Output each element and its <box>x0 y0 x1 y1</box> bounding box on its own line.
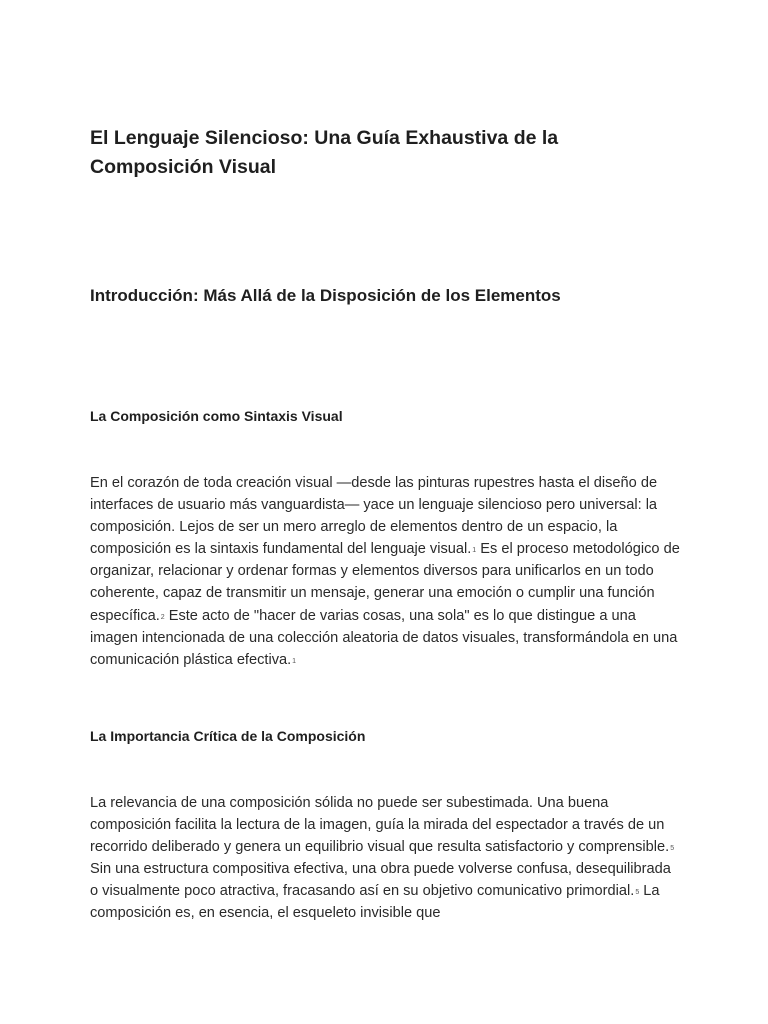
paragraph-text: La relevancia de una composición sólida no puede ser subestimada. Una buena composición facilita la lectura de la imagen, guía la mirada del espectador a través de un recorrido deliberado y genera un equilibrio visual que resulta satisfactorio y comprensible. <box>90 795 670 856</box>
footnote-ref[interactable]: 5 <box>635 889 640 897</box>
subsection-heading-syntax: La Composición como Sintaxis Visual <box>90 408 343 424</box>
footnote-ref[interactable]: 1 <box>472 547 477 555</box>
paragraph-text: Sin una estructura compositiva efectiva, una obra puede volverse confusa, desequilibrada o visualmente poco atractiva, fracasando así en su objetivo comunicativo primordial. <box>90 861 671 900</box>
paragraph-text: Es el proceso metodológico de organizar, relacionar y ordenar formas y elementos diversos para unificarlos en un todo coherente, capaz de transmitir un mensaje, generar una emoción o cumplir una función específica. <box>90 541 680 624</box>
footnote-ref[interactable]: 1 <box>292 657 297 665</box>
paragraph-syntax <box>90 472 680 671</box>
paragraph-text: La composición es, en esencia, el esqueleto invisible que <box>90 883 660 922</box>
paragraph-importance <box>90 792 680 925</box>
paragraph-text: Este acto de "hacer de varias cosas, una sola" es lo que distingue a una imagen intencionada de una colección aleatoria de datos visuales, transformándola en una comunicación plástica efectiva. <box>90 607 678 668</box>
paragraph-text: En el corazón de toda creación visual —desde las pinturas rupestres hasta el diseño de interfaces de usuario más vanguardista— yace un lenguaje silencioso pero universal: la composición. Lejos de ser un mero arreglo de elementos dentro de un espacio, la composición es la sintaxis fundamental del lenguaje visual. <box>90 475 658 558</box>
document-title: El Lenguaje Silencioso: Una Guía Exhaustiva de la Composición Visual <box>90 127 559 178</box>
footnote-ref[interactable]: 5 <box>670 845 675 853</box>
section-heading-introduction: Introducción: Más Allá de la Disposición de los Elementos <box>90 286 561 305</box>
footnote-ref[interactable]: 2 <box>160 613 165 621</box>
subsection-heading-importance: La Importancia Crítica de la Composición <box>90 728 366 744</box>
